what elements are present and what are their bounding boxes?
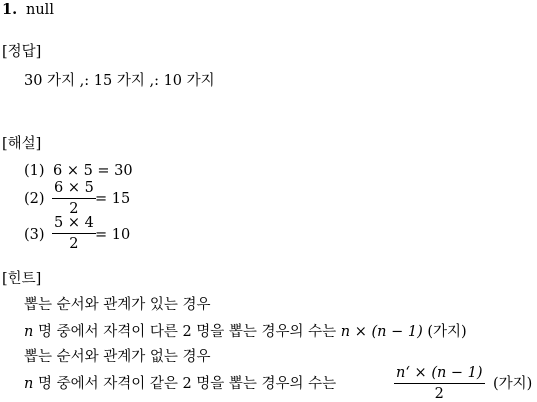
- hint-line-4: [24, 377, 336, 392]
- hint-line-2-text: 명 중에서 자격이 다른 2 명을 뽑는 경우의 수는: [37, 324, 337, 340]
- explanation-item-2-label: (2): [24, 191, 45, 207]
- explanation-item-3-fraction: [52, 216, 96, 251]
- hint-line-4-variable: n: [24, 376, 34, 392]
- hint-line-4-unit: (가지): [493, 376, 533, 392]
- hint-line-4-fraction: [394, 366, 485, 401]
- question-number: 1.: [2, 1, 18, 18]
- question-title: null: [26, 2, 54, 18]
- fraction-numerator: 5 × 4: [54, 215, 94, 231]
- hint-line-2-variable: n: [24, 324, 34, 340]
- fraction-numerator: 6 × 5: [54, 180, 94, 196]
- hint-line-2: [24, 325, 467, 340]
- explanation-item-1-label: (1): [24, 163, 45, 179]
- explanation-item-3-label: (3): [24, 227, 45, 243]
- hint-line-2-unit: (가지): [427, 324, 467, 340]
- answer-header: [정답]: [2, 44, 42, 60]
- hint-line-2-formula: n × (n − 1): [340, 324, 423, 340]
- fraction-denominator: 2: [69, 200, 79, 217]
- fraction-denominator: 2: [434, 385, 444, 402]
- explanation-item-3-rhs: = 10: [95, 227, 131, 243]
- explanation-item-2-fraction: [52, 181, 96, 216]
- hint-line-3: 뽑는 순서와 관계가 없는 경우: [24, 349, 211, 365]
- fraction-numerator: n‘ × (n − 1): [396, 365, 483, 381]
- explanation-item-1-expr: 6 × 5 = 30: [53, 163, 133, 179]
- hint-header: [힌트]: [2, 271, 42, 287]
- fraction-denominator: 2: [69, 235, 79, 252]
- hint-line-1: 뽑는 순서와 관계가 있는 경우: [24, 297, 211, 313]
- explanation-item-2-rhs: = 15: [95, 191, 131, 207]
- hint-line-4-text: 명 중에서 자격이 같은 2 명을 뽑는 경우의 수는: [37, 376, 337, 392]
- answer-line: 30 가지 ,: 15 가지 ,: 10 가지: [24, 73, 215, 89]
- explanation-header: [해설]: [2, 136, 42, 152]
